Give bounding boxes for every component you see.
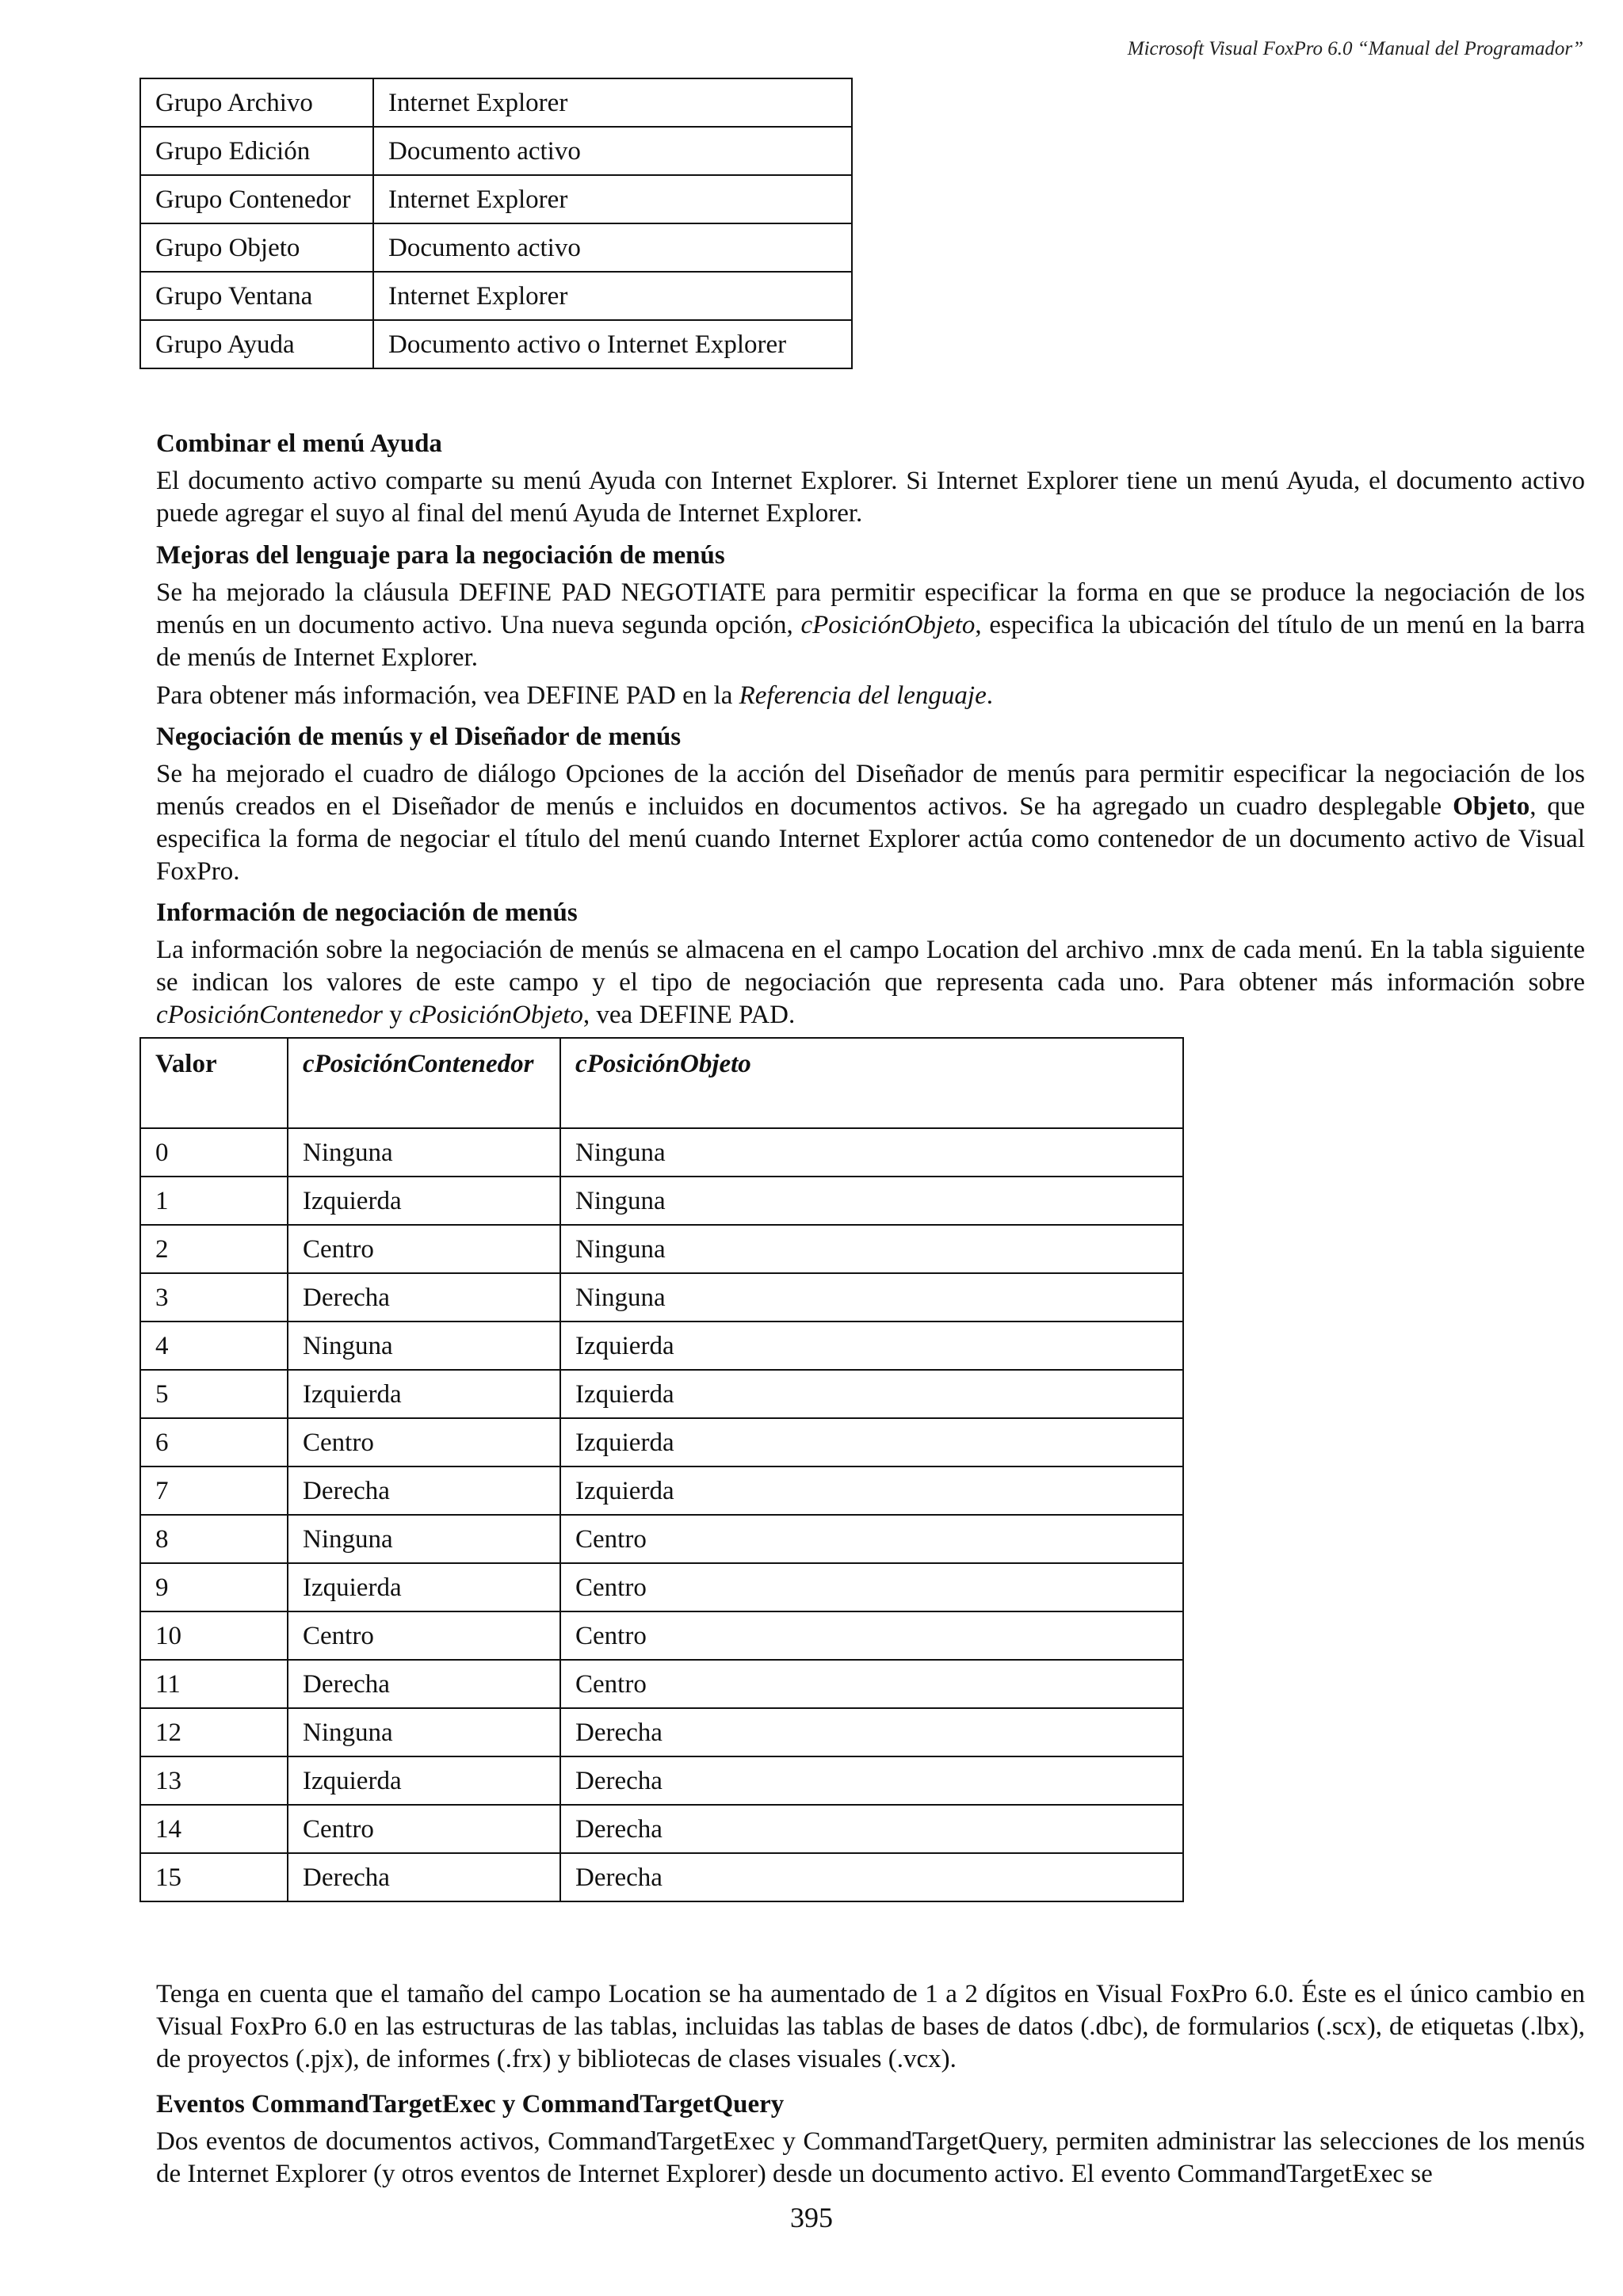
- table-cell: Izquierda: [560, 1370, 1183, 1418]
- table-cell: 0: [140, 1128, 288, 1177]
- table-cell: 7: [140, 1466, 288, 1515]
- table-cell: Izquierda: [288, 1756, 560, 1805]
- table-cell: 6: [140, 1418, 288, 1466]
- table-cell: Documento activo: [373, 223, 852, 272]
- table-cell: Centro: [560, 1563, 1183, 1611]
- table-cell: Izquierda: [560, 1322, 1183, 1370]
- table-cell: Grupo Ayuda: [140, 320, 373, 368]
- paragraph-note: Tenga en cuenta que el tamaño del campo Location se ha aumentado de 1 a 2 dígitos en Visual FoxPro 6.0. Éste es el único cambio en Visual FoxPro 6.0 en las estructuras de las tablas, incluidas las tablas de bases de datos (.dbc), de formularios (.scx), de etiquetas (.lbx), de proyectos (.pjx), de informes (.frx) y bibliotecas de clases visuales (.vcx).: [156, 1980, 1585, 2073]
- table-cell: 5: [140, 1370, 288, 1418]
- table-cell: Grupo Contenedor: [140, 175, 373, 223]
- table-cell: Internet Explorer: [373, 272, 852, 320]
- table-cell: Derecha: [560, 1708, 1183, 1756]
- paragraph-events: Dos eventos de documentos activos, CommandTargetExec y CommandTargetQuery, permiten administrar las selecciones de los menús de Internet Explorer (y otros eventos de Internet Explorer) desde un documento activo. El evento CommandTargetExec se: [156, 2127, 1585, 2188]
- running-header: Microsoft Visual FoxPro 6.0 “Manual del Programador”: [1127, 38, 1583, 59]
- table-cell: 15: [140, 1853, 288, 1901]
- table-cell: Izquierda: [288, 1563, 560, 1611]
- table-cell: Derecha: [560, 1756, 1183, 1805]
- table-cell: Grupo Edición: [140, 127, 373, 175]
- table-cell: Derecha: [288, 1853, 560, 1901]
- table-cell: Izquierda: [288, 1370, 560, 1418]
- table-cell: Grupo Ventana: [140, 272, 373, 320]
- table-cell: 10: [140, 1611, 288, 1660]
- table-cell: Centro: [288, 1418, 560, 1466]
- table-cell: Ninguna: [288, 1515, 560, 1563]
- table-cell: Ninguna: [288, 1322, 560, 1370]
- table-header-row: [140, 1038, 1183, 1128]
- table-cell: Centro: [560, 1611, 1183, 1660]
- section-heading-help: Combinar el menú Ayuda: [156, 429, 442, 458]
- designer-section: [156, 721, 1585, 888]
- table-row: [140, 1273, 1183, 1322]
- table-cell: Ninguna: [560, 1225, 1183, 1273]
- table-cell: Ninguna: [560, 1273, 1183, 1322]
- table-cell: 1: [140, 1177, 288, 1225]
- table-cell: Centro: [560, 1515, 1183, 1563]
- table-row: [140, 1708, 1183, 1756]
- table-row: [140, 1515, 1183, 1563]
- table-cell: Centro: [288, 1805, 560, 1853]
- table-row: [140, 1370, 1183, 1418]
- table-cell: 8: [140, 1515, 288, 1563]
- table-row: [140, 1322, 1183, 1370]
- paragraph-more-info: Para obtener más información, vea DEFINE PAD en la Referencia del lenguaje.: [156, 681, 993, 710]
- negotiation-values-table: [139, 1037, 1184, 1902]
- events-section: [156, 2088, 1585, 2191]
- table-cell: Centro: [288, 1225, 560, 1273]
- menu-groups-table: [139, 78, 853, 369]
- table-cell: Derecha: [288, 1466, 560, 1515]
- table-cell: Centro: [560, 1660, 1183, 1708]
- table-row: [140, 1418, 1183, 1466]
- table-row: [140, 1225, 1183, 1273]
- table-row: [140, 223, 852, 272]
- table-cell: Izquierda: [560, 1418, 1183, 1466]
- table-cell: Ninguna: [288, 1708, 560, 1756]
- section-heading-info: Información de negociación de menús: [156, 898, 578, 927]
- table-cell: 11: [140, 1660, 288, 1708]
- table-cell: Derecha: [288, 1660, 560, 1708]
- section-heading-language: Mejoras del lenguaje para la negociación de menús: [156, 541, 725, 570]
- header-cposicion-contenedor: cPosiciónContenedor: [288, 1038, 560, 1128]
- table-cell: 9: [140, 1563, 288, 1611]
- section-heading-events: Eventos CommandTargetExec y CommandTargetQuery: [156, 2090, 785, 2119]
- table-cell: 3: [140, 1273, 288, 1322]
- table-cell: 4: [140, 1322, 288, 1370]
- language-section: [156, 540, 1585, 712]
- table-row: [140, 78, 852, 127]
- table-cell: Documento activo o Internet Explorer: [373, 320, 852, 368]
- table-cell: Ninguna: [560, 1128, 1183, 1177]
- table-cell: Ninguna: [560, 1177, 1183, 1225]
- table-row: [140, 127, 852, 175]
- table-cell: Izquierda: [560, 1466, 1183, 1515]
- info-section: [156, 897, 1585, 1032]
- table-cell: Grupo Archivo: [140, 78, 373, 127]
- table-row: [140, 1853, 1183, 1901]
- table-cell: Documento activo: [373, 127, 852, 175]
- table-cell: Derecha: [560, 1853, 1183, 1901]
- table-cell: Centro: [288, 1611, 560, 1660]
- table-cell: Grupo Objeto: [140, 223, 373, 272]
- table-cell: Ninguna: [288, 1128, 560, 1177]
- table-row: [140, 1611, 1183, 1660]
- table-row: [140, 1756, 1183, 1805]
- table-row: [140, 1466, 1183, 1515]
- paragraph-language: Se ha mejorado la cláusula DEFINE PAD NEGOTIATE para permitir especificar la forma en que se produce la negociación de los menús en un documento activo. Una nueva segunda opción, cPosiciónObjeto, especifica la ubicación del título de un menú en la barra de menús de Internet Explorer.: [156, 578, 1586, 672]
- table-row: [140, 1563, 1183, 1611]
- table-cell: Internet Explorer: [373, 175, 852, 223]
- table-row: [140, 1128, 1183, 1177]
- paragraph-info: La información sobre la negociación de menús se almacena en el campo Location del archivo .mnx de cada menú. En la tabla siguiente se indican los valores de este campo y el tipo de negociación que representa cada uno. Para obtener más información sobre cPosiciónContenedor y cPosiciónObjeto, vea DEFINE PAD.: [156, 936, 1585, 1029]
- table-cell: 14: [140, 1805, 288, 1853]
- help-section: [156, 428, 1585, 530]
- table-cell: Derecha: [288, 1273, 560, 1322]
- header-cposicion-objeto: cPosiciónObjeto: [560, 1038, 1183, 1128]
- header-valor: Valor: [140, 1038, 288, 1128]
- table-row: [140, 1660, 1183, 1708]
- table-cell: 13: [140, 1756, 288, 1805]
- table-row: [140, 272, 852, 320]
- table-row: [140, 1805, 1183, 1853]
- table-cell: 12: [140, 1708, 288, 1756]
- paragraph-designer: Se ha mejorado el cuadro de diálogo Opciones de la acción del Diseñador de menús para permitir especificar la negociación de los menús creados en el Diseñador de menús e incluidos en documentos activos. Se ha agregado un cuadro desplegable Objeto, que especifica la forma de negociar el título del menú cuando Internet Explorer actúa como contenedor de un documento activo de Visual FoxPro.: [156, 760, 1585, 886]
- paragraph-help: El documento activo comparte su menú Ayuda con Internet Explorer. Si Internet Explorer tiene un menú Ayuda, el documento activo puede agregar el suyo al final del menú Ayuda de Internet Explorer.: [156, 467, 1585, 528]
- page-number: 395: [790, 2202, 833, 2233]
- table-row: [140, 320, 852, 368]
- note-section: [156, 1978, 1585, 2076]
- table-cell: Derecha: [560, 1805, 1183, 1853]
- table-row: [140, 175, 852, 223]
- section-heading-designer: Negociación de menús y el Diseñador de menús: [156, 723, 682, 751]
- table-cell: Izquierda: [288, 1177, 560, 1225]
- table-cell: Internet Explorer: [373, 78, 852, 127]
- table-row: [140, 1177, 1183, 1225]
- table-cell: 2: [140, 1225, 288, 1273]
